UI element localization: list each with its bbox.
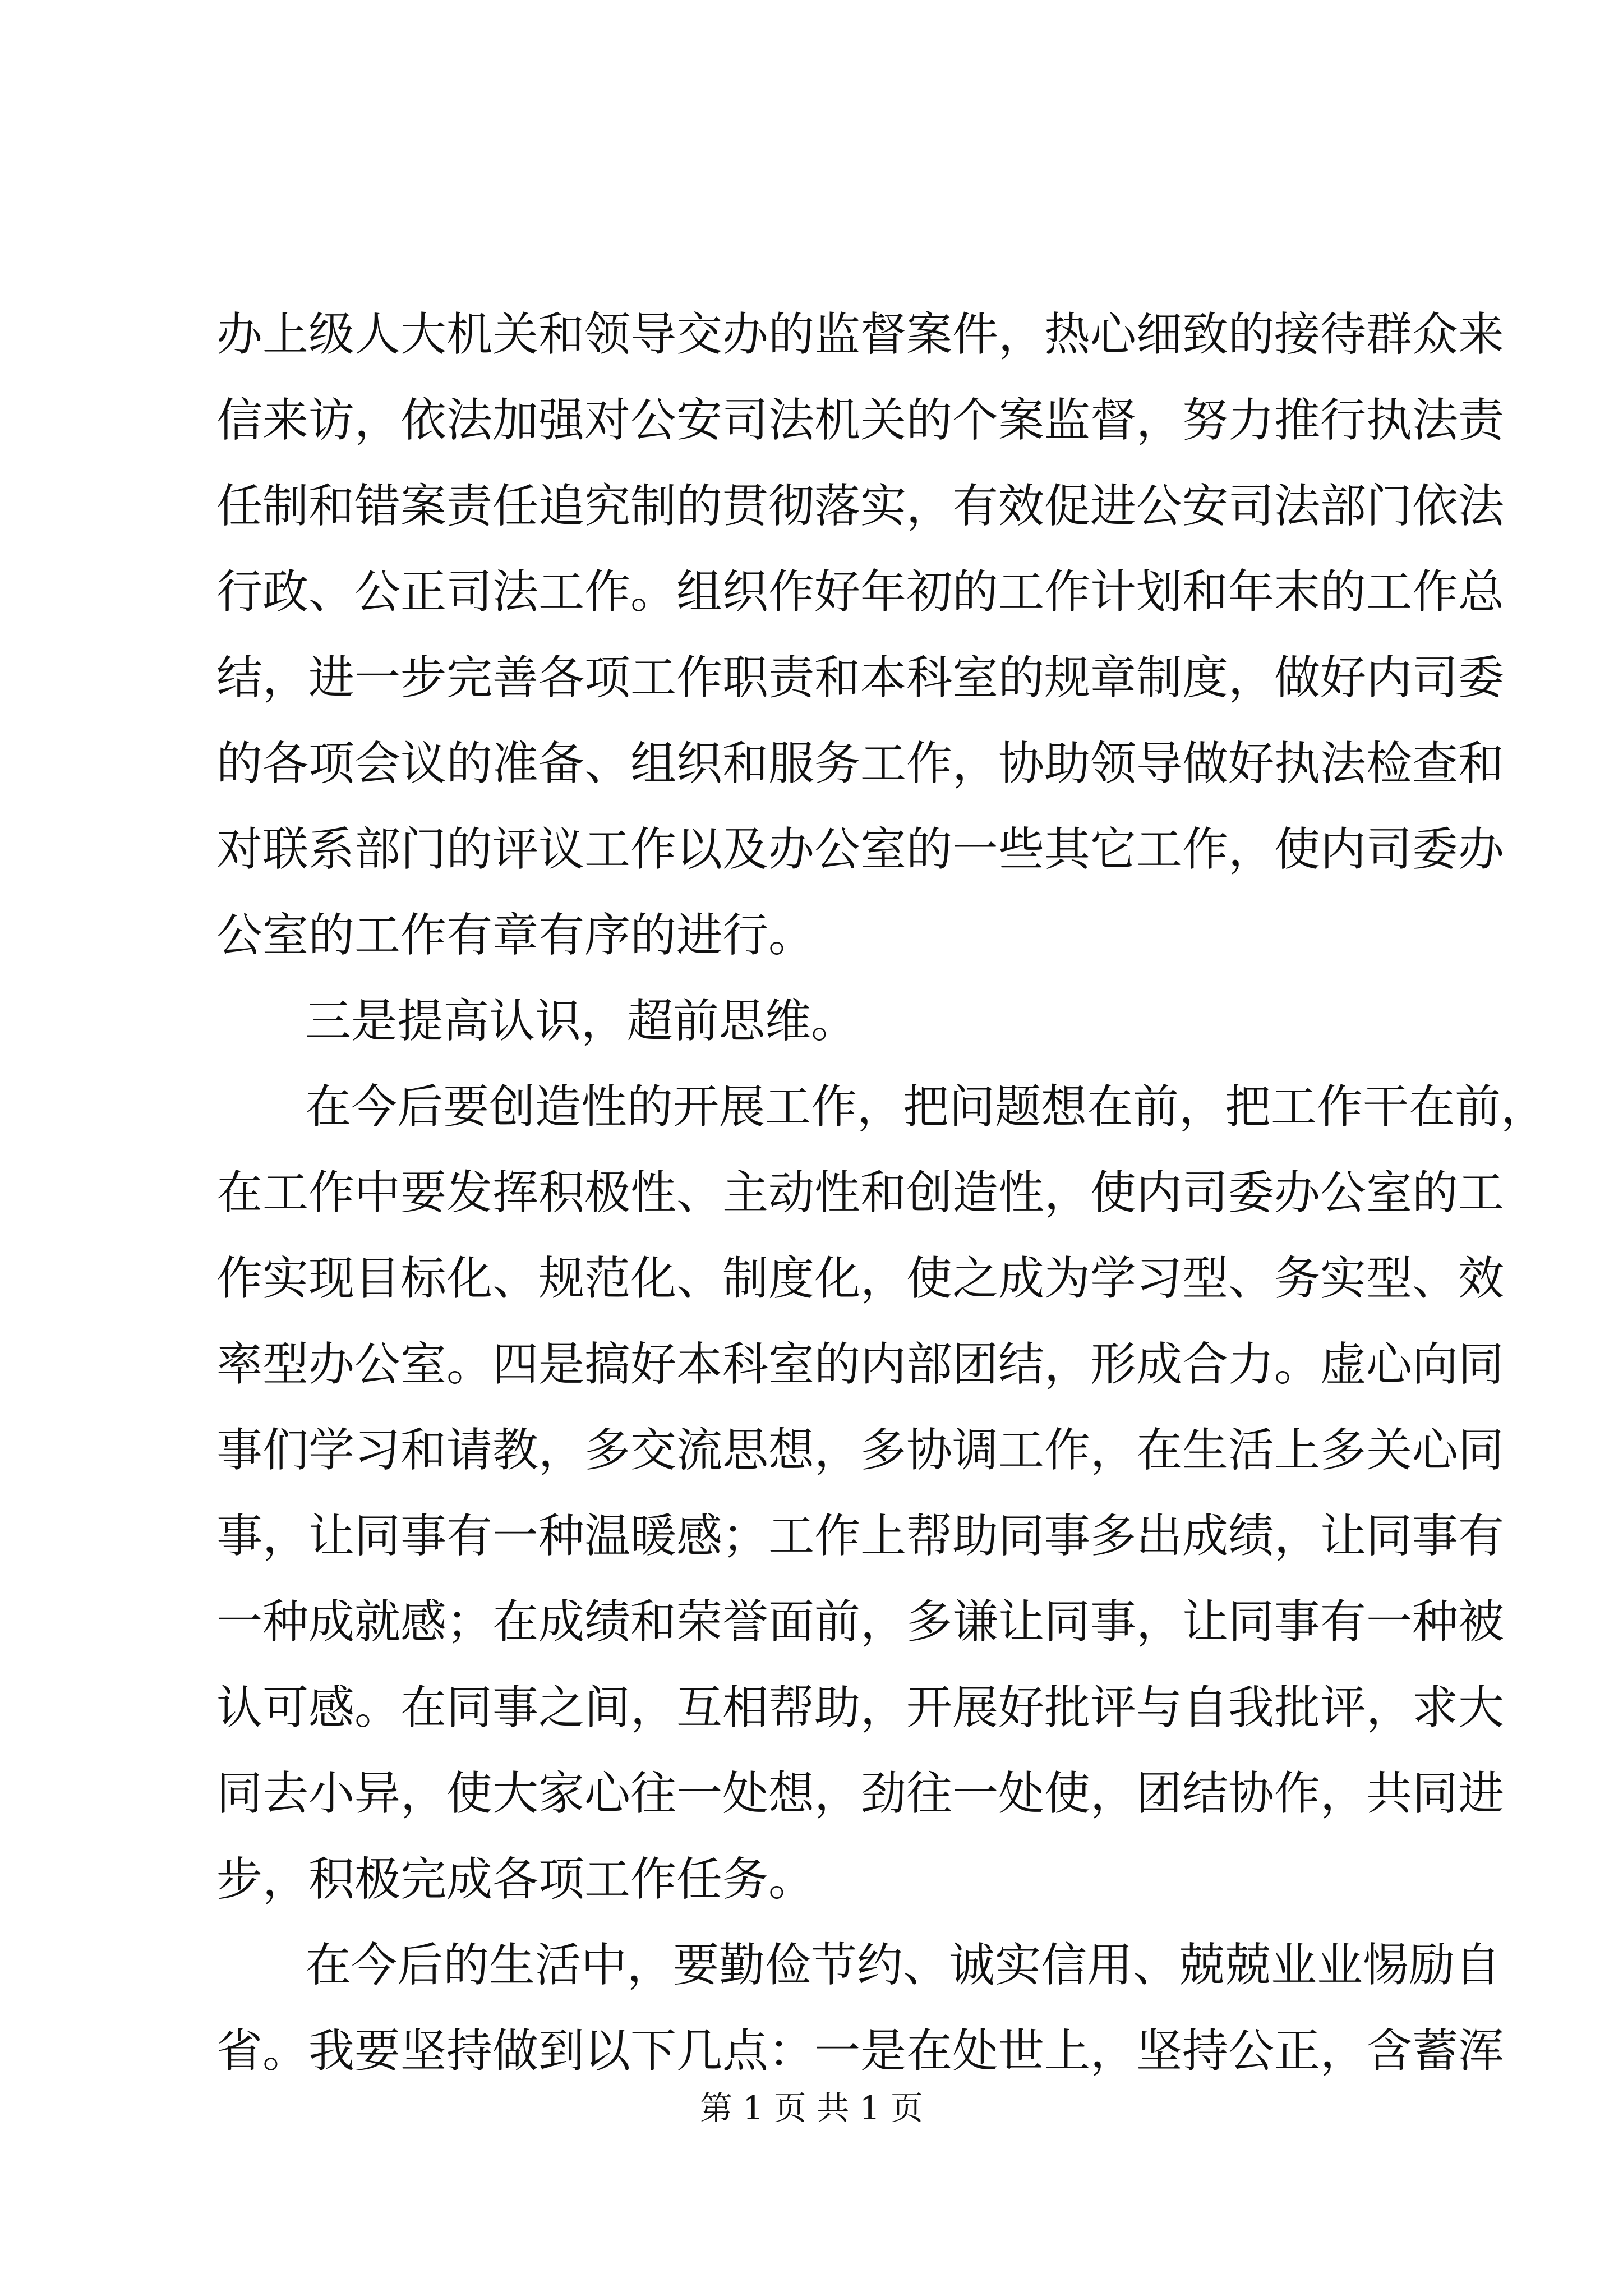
body-text-line: 在工作中要发挥积极性、主动性和创造性，使内司委办公室的工 (216, 1166, 1505, 1220)
body-text-line: 率型办公室。四是搞好本科室的内部团结，形成合力。虚心向同 (216, 1338, 1505, 1391)
body-text-line: 在今后的生活中，要勤俭节约、诚实信用、兢兢业业惕励自 (305, 1939, 1501, 1992)
body-text-line: 步，积极完成各项工作任务。 (216, 1853, 815, 1906)
body-text-line: 对联系部门的评议工作以及办公室的一些其它工作，使内司委办 (216, 823, 1505, 876)
body-text-line: 在今后要创造性的开展工作，把问题想在前，把工作干在前， (305, 1080, 1547, 1134)
page-footer: 第 1 页 共 1 页 (700, 2089, 923, 2127)
body-text-line: 事们学习和请教，多交流思想，多协调工作，在生活上多关心同 (216, 1424, 1505, 1477)
body-text-line: 任制和错案责任追究制的贯彻落实，有效促进公安司法部门依法 (216, 480, 1505, 533)
body-text-line: 同去小异，使大家心往一处想，劲往一处使，团结协作，共同进 (216, 1767, 1505, 1820)
body-text-line: 信来访，依法加强对公安司法机关的个案监督，努力推行执法责 (216, 394, 1505, 447)
body-text-line: 结，进一步完善各项工作职责和本科室的规章制度，做好内司委 (216, 651, 1505, 705)
body-text-line: 省。我要坚持做到以下几点：一是在处世上，坚持公正，含蓄浑 (216, 2024, 1505, 2078)
body-text-line: 事，让同事有一种温暖感；工作上帮助同事多出成绩，让同事有 (216, 1510, 1505, 1563)
body-text-line: 办上级人大机关和领导交办的监督案件，热心细致的接待群众来 (216, 308, 1505, 361)
body-text-line: 认可感。在同事之间，互相帮助，开展好批评与自我批评，求大 (216, 1681, 1505, 1734)
section-heading: 三是提高认识，超前思维。 (305, 995, 857, 1048)
body-text-line: 作实现目标化、规范化、制度化，使之成为学习型、务实型、效 (216, 1252, 1505, 1305)
body-text-line: 的各项会议的准备、组织和服务工作，协助领导做好执法检查和 (216, 737, 1505, 790)
body-text-line: 一种成就感；在成绩和荣誉面前，多谦让同事，让同事有一种被 (216, 1595, 1505, 1649)
body-text-line: 行政、公正司法工作。组织作好年初的工作计划和年末的工作总 (216, 565, 1505, 619)
body-text-line: 公室的工作有章有序的进行。 (216, 909, 815, 962)
